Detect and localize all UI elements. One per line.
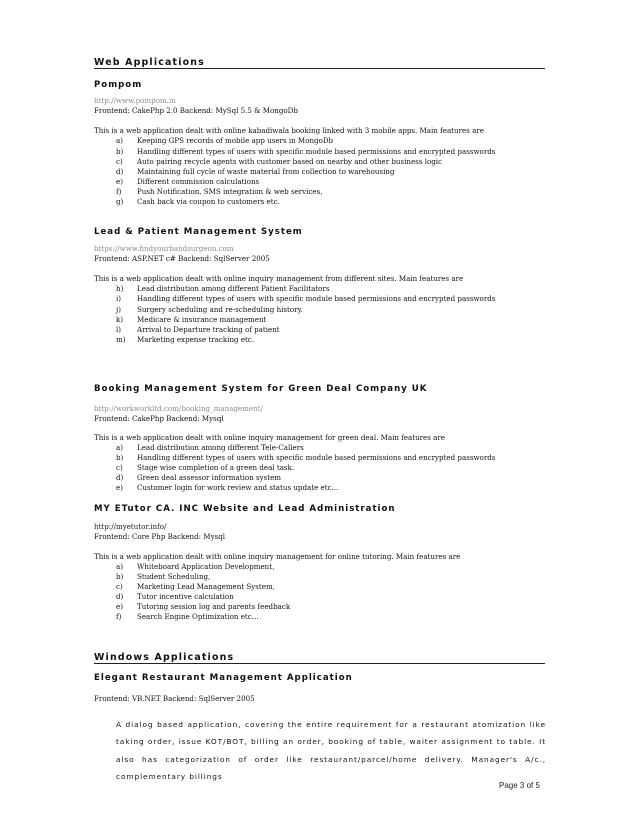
feature-text: Search Engine Optimization etc...	[137, 612, 259, 621]
list-marker: c)	[116, 582, 123, 591]
list-marker: e)	[116, 177, 123, 186]
project-tech-stack: Frontend: Core Php Backend: Mysql	[94, 532, 226, 541]
project-tech-stack: Frontend: CakePhp Backend: Mysql	[94, 414, 224, 423]
feature-text: Surgery scheduling and re-scheduling history.	[137, 305, 303, 314]
list-marker: a)	[116, 136, 123, 145]
list-marker: d)	[116, 592, 124, 601]
list-marker: m)	[116, 335, 126, 344]
feature-text: Different commission calculations	[137, 177, 260, 186]
feature-text: Push Notification, SMS integration & web services,	[137, 187, 323, 196]
feature-text: Green deal assessor information system	[137, 473, 282, 482]
feature-text: Maintaining full cycle of waste material from collection to warehousing	[137, 167, 395, 176]
feature-text: Arrival to Departure tracking of patient	[137, 325, 280, 334]
feature-text: Medicare & insurance management	[137, 315, 267, 324]
feature-text: Stage wise completion of a green deal task.	[137, 463, 295, 472]
project-url[interactable]: http://workworkltd.com/booking_management/	[94, 404, 263, 413]
list-marker: c)	[116, 157, 123, 166]
list-marker: k)	[116, 315, 124, 324]
feature-text: Student Scheduling,	[137, 572, 211, 581]
project-intro: This is a web application dealt with online inquiry management for online tutoring. Main features are	[94, 552, 461, 561]
project-title: Booking Management System for Green Deal Company UK	[94, 384, 428, 394]
project-url[interactable]: http://www.pompom.in	[94, 96, 176, 105]
section-heading-windows-applications: Windows Applications	[94, 652, 235, 663]
section-divider	[94, 663, 545, 664]
feature-text: Whiteboard Application Development,	[137, 562, 275, 571]
feature-text: Marketing Lead Management System,	[137, 582, 275, 591]
feature-text: Tutor incentive calculation	[137, 592, 234, 601]
project-tech-stack: Frontend: ASP.NET c# Backend: SqlServer 2005	[94, 254, 270, 263]
section-divider	[94, 68, 545, 69]
feature-text: Marketing expense tracking etc.	[137, 335, 255, 344]
feature-text: Lead distribution among different Patient Facilitators	[137, 284, 330, 293]
project-tech-stack: Frontend: VB.NET Backend: SqlServer 2005	[94, 694, 255, 703]
list-marker: j)	[116, 305, 121, 314]
section-heading-web-applications: Web Applications	[94, 57, 205, 68]
list-marker: e)	[116, 602, 123, 611]
feature-text: Handling different types of users with specific module based permissions and encrypted passwords	[137, 453, 496, 462]
feature-text: Tutoring session log and parents feedback	[137, 602, 291, 611]
list-marker: f)	[116, 612, 122, 621]
list-marker: g)	[116, 197, 124, 206]
list-marker: e)	[116, 483, 123, 492]
project-title: Elegant Restaurant Management Application	[94, 673, 353, 683]
list-marker: f)	[116, 187, 122, 196]
list-marker: i)	[116, 294, 122, 303]
feature-text: Handling different types of users with specific module based permissions and encrypted passwords	[137, 147, 496, 156]
project-title: MY ETutor CA. INC Website and Lead Administration	[94, 504, 396, 514]
feature-text: Keeping GPS records of mobile app users in MongoDb	[137, 136, 334, 145]
feature-text: Auto pairing recycle agents with customer based on nearby and other business logic	[137, 157, 443, 166]
list-marker: b)	[116, 147, 124, 156]
project-intro: This is a web application dealt with online inquiry management from different sites. Main features are	[94, 274, 464, 283]
feature-text: Lead distribution among different Tele-Callers	[137, 443, 304, 452]
project-title: Pompom	[94, 80, 143, 90]
project-url[interactable]: https://www.findyourbandsurgeon.com	[94, 244, 234, 253]
list-marker: a)	[116, 443, 123, 452]
project-intro: This is a web application dealt with online inquiry management for green deal. Main features are	[94, 433, 445, 442]
feature-text: Handling different types of users with specific module based permissions and encrypted passwords	[137, 294, 496, 303]
list-marker: a)	[116, 562, 123, 571]
project-intro: This is a web application dealt with online kabadiwala booking linked with 3 mobile apps. Main features are	[94, 126, 484, 135]
feature-text: Customer login for work review and status update etc...	[137, 483, 339, 492]
list-marker: c)	[116, 463, 123, 472]
list-marker: b)	[116, 453, 124, 462]
list-marker: d)	[116, 167, 124, 176]
list-marker: l)	[116, 325, 122, 334]
project-title: Lead & Patient Management System	[94, 227, 303, 237]
feature-text: Cash back via coupon to customers etc.	[137, 197, 280, 206]
project-tech-stack: Frontend: CakePhp 2.0 Backend: MySql 5.5 & MongoDb	[94, 106, 298, 115]
list-marker: b)	[116, 572, 124, 581]
list-marker: h)	[116, 284, 124, 293]
list-marker: d)	[116, 473, 124, 482]
project-description: A dialog based application, covering the entire requirement for a restaurant atomization like taking order, issue KOT/BOT, billing an order, booking of table, waiter assignment to table. It also has categorization of order like restaurant/parcel/home delivery. Manager's A/c., complementary billings	[116, 720, 546, 782]
page-number: Page 3 of 5	[499, 781, 540, 790]
project-url[interactable]: http://myetutor.info/	[94, 522, 167, 531]
